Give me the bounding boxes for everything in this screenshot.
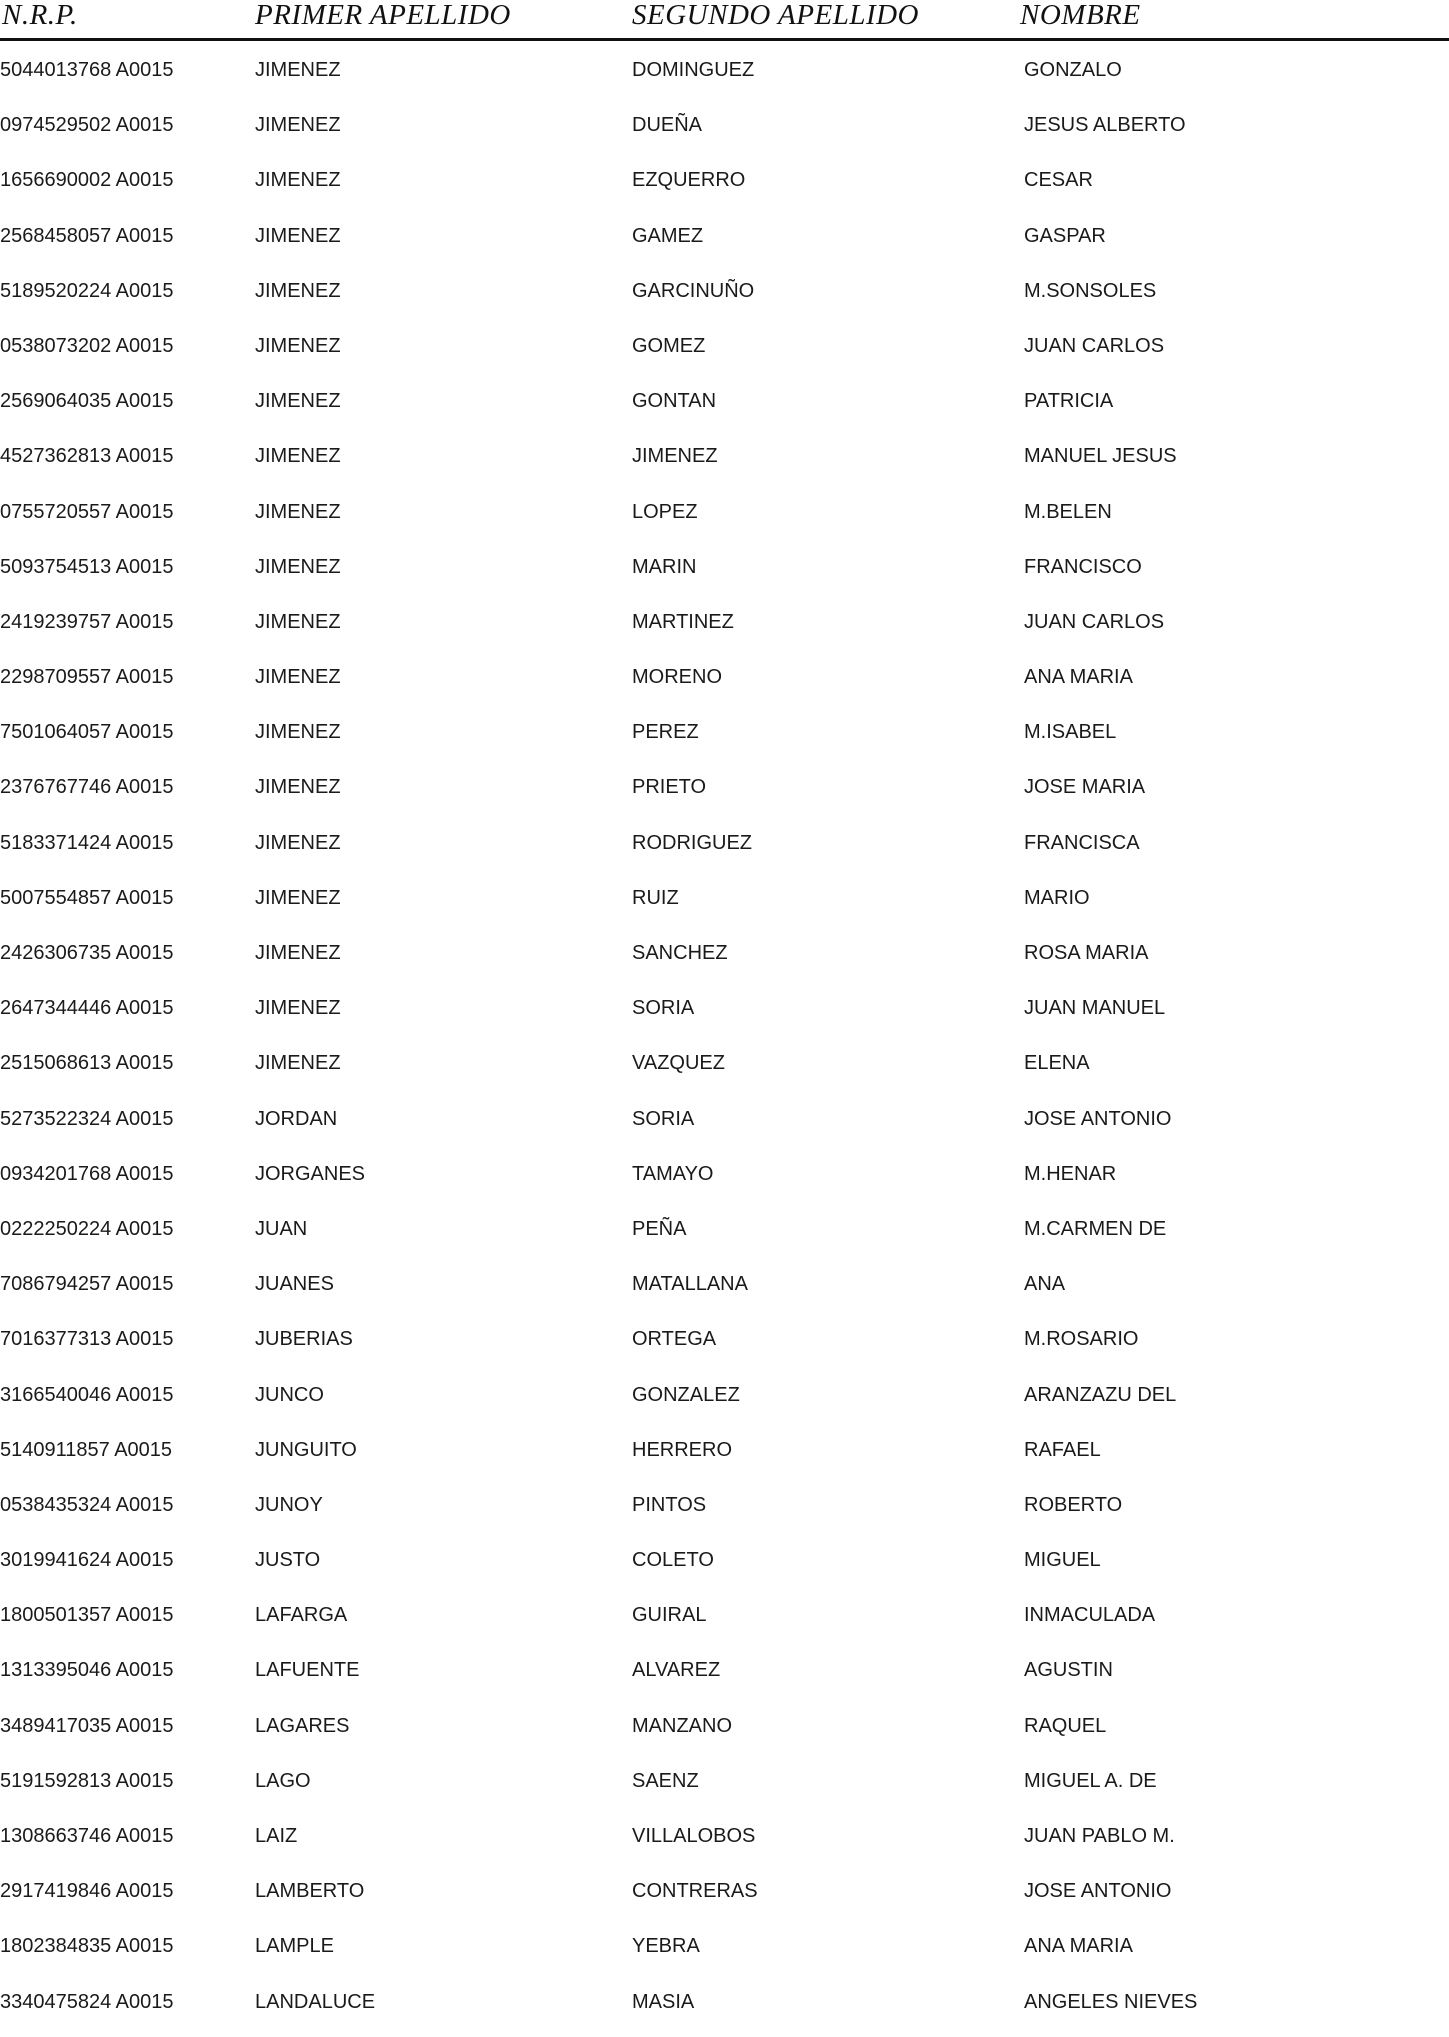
cell-nrp: 2376767746 A0015 — [0, 776, 174, 799]
cell-nombre: M.SONSOLES — [1024, 279, 1157, 302]
cell-primer-apellido: JUBERIAS — [255, 1328, 353, 1351]
cell-nrp: 5273522324 A0015 — [0, 1107, 174, 1130]
cell-segundo-apellido: PINTOS — [632, 1493, 707, 1516]
cell-segundo-apellido: SAENZ — [632, 1769, 699, 1792]
cell-nombre: MANUEL JESUS — [1024, 445, 1177, 468]
cell-nrp: 3340475824 A0015 — [0, 1990, 174, 2013]
cell-nombre: M.BELEN — [1024, 500, 1112, 523]
cell-nrp: 3489417035 A0015 — [0, 1714, 174, 1737]
cell-nrp: 1802384835 A0015 — [0, 1935, 174, 1958]
table-row — [0, 1319, 1449, 1374]
cell-segundo-apellido: SORIA — [632, 997, 695, 1020]
table-row — [0, 1099, 1449, 1154]
cell-segundo-apellido: ALVAREZ — [632, 1659, 721, 1682]
cell-nrp: 5140911857 A0015 — [0, 1438, 173, 1461]
table-row — [0, 1650, 1449, 1705]
table-row — [0, 271, 1449, 326]
cell-segundo-apellido: JIMENEZ — [632, 445, 718, 468]
cell-nrp: 2298709557 A0015 — [0, 666, 174, 689]
cell-segundo-apellido: ORTEGA — [632, 1328, 717, 1351]
cell-segundo-apellido: GAMEZ — [632, 224, 704, 247]
cell-nrp: 2419239757 A0015 — [0, 610, 174, 633]
table-row — [0, 1375, 1449, 1430]
cell-primer-apellido: JIMENEZ — [255, 445, 341, 468]
cell-nrp: 2569064035 A0015 — [0, 390, 174, 413]
table-row — [0, 326, 1449, 381]
table-row — [0, 1430, 1449, 1485]
cell-segundo-apellido: MARTINEZ — [632, 610, 734, 633]
cell-nombre: MARIO — [1024, 886, 1090, 909]
header-segundo-apellido: SEGUNDO APELLIDO — [632, 0, 919, 31]
cell-nrp: 7086794257 A0015 — [0, 1273, 174, 1296]
cell-nrp: 1656690002 A0015 — [0, 169, 174, 192]
cell-nombre: ANGELES NIEVES — [1024, 1990, 1198, 2013]
cell-primer-apellido: JIMENEZ — [255, 997, 341, 1020]
cell-nombre: JUAN CARLOS — [1024, 334, 1165, 357]
header-primer-apellido: PRIMER APELLIDO — [255, 0, 511, 31]
cell-nrp: 2515068613 A0015 — [0, 1052, 174, 1075]
cell-primer-apellido: JORDAN — [255, 1107, 338, 1130]
cell-nrp: 0934201768 A0015 — [0, 1162, 174, 1185]
cell-primer-apellido: JIMENEZ — [255, 776, 341, 799]
cell-primer-apellido: JIMENEZ — [255, 279, 341, 302]
table-row — [0, 823, 1449, 878]
cell-segundo-apellido: PRIETO — [632, 776, 707, 799]
table-row — [0, 1761, 1449, 1816]
cell-nrp: 0974529502 A0015 — [0, 114, 174, 137]
header-nrp: N.R.P. — [2, 0, 78, 31]
cell-nombre: ANA MARIA — [1024, 1935, 1133, 1958]
cell-nrp: 3019941624 A0015 — [0, 1549, 174, 1572]
cell-primer-apellido: JUNCO — [255, 1383, 324, 1406]
cell-primer-apellido: JIMENEZ — [255, 334, 341, 357]
cell-nombre: JUAN PABLO M. — [1024, 1825, 1175, 1847]
cell-nrp: 5044013768 A0015 — [0, 59, 174, 81]
cell-nombre: AGUSTIN — [1024, 1659, 1113, 1682]
table-row — [0, 216, 1449, 271]
table-row — [0, 547, 1449, 602]
cell-primer-apellido: JIMENEZ — [255, 500, 341, 523]
table-row — [0, 436, 1449, 491]
cell-segundo-apellido: GONZALEZ — [632, 1383, 740, 1406]
cell-nombre: ANA MARIA — [1024, 666, 1133, 689]
cell-nombre: JOSE ANTONIO — [1024, 1880, 1172, 1903]
cell-nombre: INMACULADA — [1024, 1604, 1156, 1627]
table-row — [0, 1264, 1449, 1319]
cell-nombre: FRANCISCO — [1024, 555, 1142, 578]
cell-primer-apellido: JORGANES — [255, 1162, 366, 1185]
cell-nombre: ANA — [1024, 1273, 1066, 1296]
table-row — [0, 105, 1449, 160]
cell-segundo-apellido: CONTRERAS — [632, 1880, 758, 1903]
table-row — [0, 767, 1449, 822]
table-row — [0, 381, 1449, 436]
cell-nombre: JUAN MANUEL — [1024, 997, 1166, 1020]
cell-nrp: 7501064057 A0015 — [0, 721, 174, 744]
table-row — [0, 602, 1449, 657]
cell-nombre: ELENA — [1024, 1052, 1090, 1075]
cell-nrp: 2568458057 A0015 — [0, 224, 174, 247]
cell-primer-apellido: LAFARGA — [255, 1604, 348, 1627]
cell-segundo-apellido: MORENO — [632, 666, 722, 689]
table-row — [0, 657, 1449, 712]
table-row — [0, 492, 1449, 547]
cell-nrp: 1800501357 A0015 — [0, 1604, 174, 1627]
cell-primer-apellido: JIMENEZ — [255, 721, 341, 744]
cell-nrp: 2647344446 A0015 — [0, 997, 174, 1020]
cell-nombre: PATRICIA — [1024, 390, 1114, 413]
cell-nombre: ARANZAZU DEL — [1024, 1383, 1177, 1406]
cell-nombre: JUAN CARLOS — [1024, 610, 1165, 633]
cell-nombre: MIGUEL — [1024, 1549, 1101, 1572]
cell-nrp: 0538435324 A0015 — [0, 1493, 174, 1516]
cell-nrp: 5191592813 A0015 — [0, 1769, 174, 1792]
cell-nrp: 2426306735 A0015 — [0, 942, 174, 964]
cell-primer-apellido: JUAN — [255, 1217, 308, 1240]
cell-primer-apellido: JIMENEZ — [255, 224, 341, 247]
cell-primer-apellido: JIMENEZ — [255, 831, 341, 854]
cell-primer-apellido: JUNOY — [255, 1493, 323, 1516]
cell-segundo-apellido: SANCHEZ — [632, 942, 728, 964]
cell-nombre: JOSE ANTONIO — [1024, 1107, 1172, 1130]
table-row — [0, 1926, 1449, 1981]
cell-segundo-apellido: TAMAYO — [632, 1162, 714, 1185]
cell-primer-apellido: LAGARES — [255, 1714, 350, 1737]
cell-segundo-apellido: GONTAN — [632, 390, 717, 413]
cell-segundo-apellido: RODRIGUEZ — [632, 831, 752, 854]
cell-nrp: 1308663746 A0015 — [0, 1825, 174, 1847]
cell-segundo-apellido: GARCINUÑO — [632, 279, 755, 302]
cell-nombre: GASPAR — [1024, 224, 1106, 247]
cell-nrp: 5093754513 A0015 — [0, 555, 174, 578]
cell-primer-apellido: JIMENEZ — [255, 114, 341, 137]
cell-primer-apellido: JIMENEZ — [255, 59, 341, 81]
cell-nombre: FRANCISCA — [1024, 831, 1140, 854]
cell-primer-apellido: JUSTO — [255, 1549, 321, 1572]
cell-segundo-apellido: VILLALOBOS — [632, 1825, 756, 1847]
table-row — [0, 712, 1449, 767]
cell-primer-apellido: JIMENEZ — [255, 666, 341, 689]
cell-nombre: M.ISABEL — [1024, 721, 1117, 744]
cell-primer-apellido: LAMBERTO — [255, 1880, 365, 1903]
cell-nrp: 5183371424 A0015 — [0, 831, 174, 854]
cell-primer-apellido: LAMPLE — [255, 1935, 334, 1958]
header-nombre: NOMBRE — [1020, 0, 1141, 31]
table-body — [0, 50, 1449, 2037]
cell-segundo-apellido: RUIZ — [632, 886, 679, 909]
table-row — [0, 878, 1449, 933]
cell-segundo-apellido: PEÑA — [632, 1217, 687, 1240]
cell-primer-apellido: LAFUENTE — [255, 1659, 360, 1682]
cell-primer-apellido: JIMENEZ — [255, 390, 341, 413]
table-row — [0, 1043, 1449, 1098]
cell-primer-apellido: JIMENEZ — [255, 555, 341, 578]
cell-segundo-apellido: PEREZ — [632, 721, 699, 744]
cell-primer-apellido: JIMENEZ — [255, 169, 341, 192]
cell-nrp: 5007554857 A0015 — [0, 886, 174, 909]
cell-primer-apellido: JUANES — [255, 1273, 334, 1296]
cell-nombre: RAQUEL — [1024, 1714, 1107, 1737]
cell-nombre: RAFAEL — [1024, 1438, 1101, 1461]
cell-nrp: 2917419846 A0015 — [0, 1880, 174, 1903]
cell-nombre: JOSE MARIA — [1024, 776, 1146, 799]
table-row — [0, 1982, 1449, 2037]
cell-primer-apellido: LAGO — [255, 1769, 311, 1792]
table-row — [0, 1209, 1449, 1264]
cell-primer-apellido: JIMENEZ — [255, 886, 341, 909]
cell-segundo-apellido: EZQUERRO — [632, 169, 746, 192]
cell-segundo-apellido: MANZANO — [632, 1714, 732, 1737]
table-row — [0, 1816, 1449, 1871]
table-row — [0, 160, 1449, 215]
cell-nombre: GONZALO — [1024, 59, 1122, 81]
cell-primer-apellido: JIMENEZ — [255, 1052, 341, 1075]
cell-segundo-apellido: MATALLANA — [632, 1273, 748, 1296]
table-row — [0, 1154, 1449, 1209]
table-header — [0, 0, 1449, 46]
cell-nombre: JESUS ALBERTO — [1024, 114, 1186, 137]
cell-nrp: 3166540046 A0015 — [0, 1383, 174, 1406]
table-row — [0, 933, 1449, 988]
cell-segundo-apellido: GOMEZ — [632, 334, 706, 357]
table-row — [0, 50, 1449, 105]
cell-segundo-apellido: GUIRAL — [632, 1604, 707, 1627]
cell-nombre: ROSA MARIA — [1024, 942, 1149, 964]
cell-nombre: ROBERTO — [1024, 1493, 1123, 1516]
table-row — [0, 988, 1449, 1043]
cell-segundo-apellido: COLETO — [632, 1549, 714, 1572]
cell-segundo-apellido: DOMINGUEZ — [632, 59, 755, 81]
table-row — [0, 1595, 1449, 1650]
cell-primer-apellido: JUNGUITO — [255, 1438, 357, 1461]
cell-nombre: M.CARMEN DE — [1024, 1217, 1167, 1240]
table-row — [0, 1871, 1449, 1926]
cell-primer-apellido: JIMENEZ — [255, 610, 341, 633]
cell-primer-apellido: LANDALUCE — [255, 1990, 376, 2013]
cell-nrp: 1313395046 A0015 — [0, 1659, 174, 1682]
cell-segundo-apellido: SORIA — [632, 1107, 695, 1130]
cell-segundo-apellido: MARIN — [632, 555, 697, 578]
cell-nombre: MIGUEL A. DE — [1024, 1769, 1157, 1792]
cell-segundo-apellido: LOPEZ — [632, 500, 698, 523]
cell-nrp: 7016377313 A0015 — [0, 1328, 174, 1351]
cell-segundo-apellido: VAZQUEZ — [632, 1052, 725, 1075]
table-row — [0, 1706, 1449, 1761]
cell-segundo-apellido: HERRERO — [632, 1438, 733, 1461]
table-row — [0, 1485, 1449, 1540]
cell-segundo-apellido: DUEÑA — [632, 114, 703, 137]
cell-nrp: 0755720557 A0015 — [0, 500, 174, 523]
cell-primer-apellido: JIMENEZ — [255, 942, 341, 964]
cell-nombre: M.ROSARIO — [1024, 1328, 1139, 1351]
cell-segundo-apellido: MASIA — [632, 1990, 695, 2013]
cell-nrp: 5189520224 A0015 — [0, 279, 174, 302]
header-rule — [0, 38, 1449, 41]
cell-primer-apellido: LAIZ — [255, 1825, 298, 1847]
cell-nombre: CESAR — [1024, 169, 1093, 192]
cell-nrp: 4527362813 A0015 — [0, 445, 174, 468]
cell-nrp: 0538073202 A0015 — [0, 334, 174, 357]
cell-segundo-apellido: YEBRA — [632, 1935, 700, 1958]
table-row — [0, 1540, 1449, 1595]
cell-nrp: 0222250224 A0015 — [0, 1217, 174, 1240]
cell-nombre: M.HENAR — [1024, 1162, 1117, 1185]
